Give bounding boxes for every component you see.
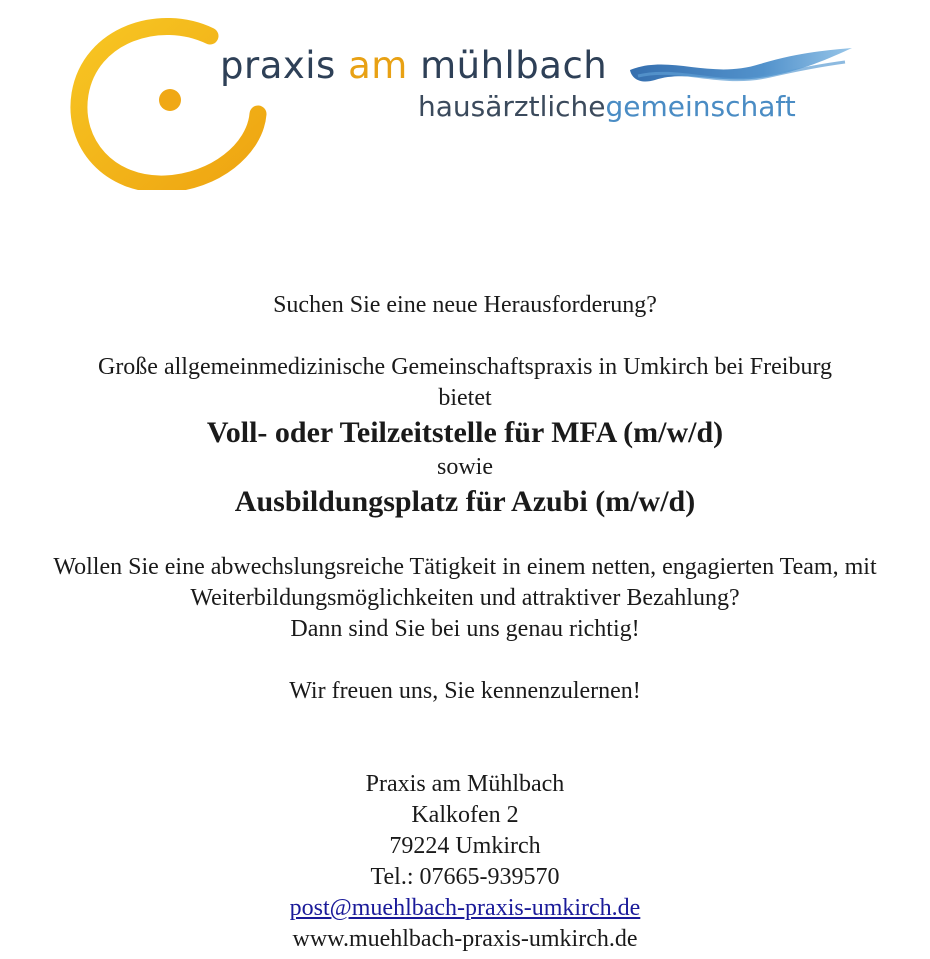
logo-word-muehlbach: mühlbach (420, 44, 608, 87)
practice-logo (70, 14, 860, 190)
contact-phone: Tel.: 07665-939570 (370, 864, 560, 890)
intro-line-1: Große allgemeinmedizinische Gemeinschaftspraxis in Umkirch bei Freiburg (97, 354, 832, 380)
job-ad (0, 290, 930, 955)
position-azubi: Ausbildungsplatz für Azubi (m/w/d) (234, 485, 696, 518)
logo-word-am: am (348, 44, 408, 87)
logo-tagline-part1: hausärztliche (418, 90, 606, 123)
contact-website: www.muehlbach-praxis-umkirch.de (292, 926, 638, 952)
intro-line-2: bietet (438, 385, 492, 411)
contact-name: Praxis am Mühlbach (365, 771, 565, 797)
question-heading: Suchen Sie eine neue Herausforderung? (273, 292, 657, 318)
logo-word-praxis: praxis (220, 44, 336, 87)
logo-tagline (418, 90, 796, 123)
contact-email-line (0, 893, 930, 924)
contact-email-link[interactable]: post@muehlbach-praxis-umkirch.de (289, 895, 641, 921)
logo-tagline-part2: gemeinschaft (605, 90, 796, 123)
pitch-line-1: Wollen Sie eine abwechslungsreiche Tätigkeit in einem netten, engagierten Team, mit (53, 554, 877, 580)
closing-text: Wir freuen uns, Sie kennenzulernen! (289, 678, 641, 704)
contact-street: Kalkofen 2 (411, 802, 519, 828)
contact-city: 79224 Umkirch (389, 833, 541, 859)
connector-text: sowie (437, 454, 493, 480)
pitch-line-2: Weiterbildungsmöglichkeiten und attraktiver Bezahlung? (190, 585, 740, 611)
position-mfa: Voll- oder Teilzeitstelle für MFA (m/w/d) (206, 416, 724, 449)
pitch-line-3: Dann sind Sie bei uns genau richtig! (290, 616, 640, 642)
logo-title (220, 44, 607, 87)
